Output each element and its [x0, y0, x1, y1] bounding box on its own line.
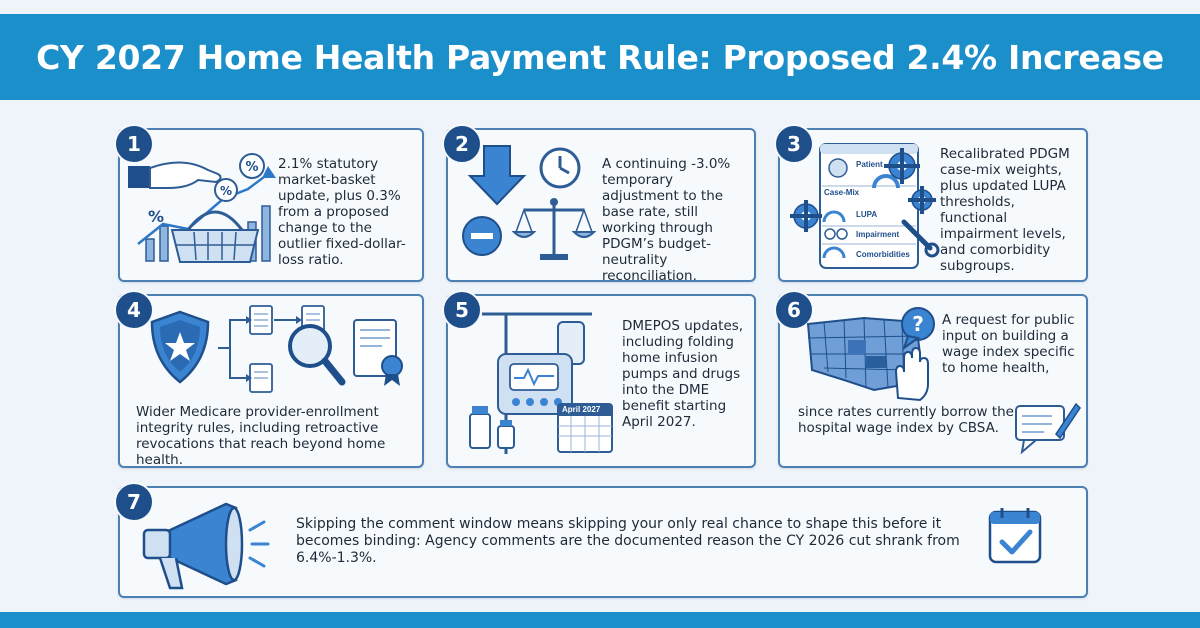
megaphone-icon [136, 494, 286, 594]
card-7-text: Skipping the comment window means skipping your only real chance to shape this before it becomes binding: Agency comments are the documented reason the CY 2026 cut shrank from 6.4%-1.3%. [296, 516, 960, 566]
raised-hand-icon [890, 348, 930, 402]
calendar-label: April 2027 [562, 405, 601, 414]
card-1-text: 2.1% statutory market-basket update, plus 0.3% from a proposed change to the outlier fixed-dollar-loss ratio. [278, 156, 406, 268]
title-banner [0, 14, 1200, 100]
scales-icon [514, 196, 594, 266]
step-badge: 4 [114, 290, 154, 330]
svg-text:%: % [219, 184, 233, 198]
card-2 [446, 128, 756, 282]
question-bubble-icon [900, 306, 940, 350]
bottom-bar [0, 612, 1200, 628]
card-5-text: DMEPOS updates, including folding home infusion pumps and drugs into the DME benefit starting April 2027. [622, 318, 744, 430]
minus-icon [462, 216, 506, 260]
clock-icon [538, 146, 582, 190]
svg-text:%: % [245, 160, 259, 175]
card-1 [118, 128, 424, 282]
svg-text:%: % [148, 207, 165, 226]
card-5 [446, 294, 756, 468]
step-badge: 1 [114, 124, 154, 164]
form-label-patient: Patient [856, 160, 883, 169]
card-4-text: Wider Medicare provider-enrollment integrity rules, including retroactive revocations that reach beyond home health. [136, 404, 386, 468]
page-title: CY 2027 Home Health Payment Rule: Proposed 2.4% Increase [36, 37, 1164, 77]
shield-star-icon [148, 310, 212, 384]
card-2-text: A continuing -3.0% temporary adjustment to the base rate, still working through PDGM’s budget-neutrality reconciliation. [602, 156, 731, 284]
card-6-text-b: since rates currently borrow the hospital wage index by CBSA. [798, 404, 1014, 436]
form-label-casemix: Case-Mix [824, 188, 860, 197]
medicine-bottle-icon [466, 404, 522, 454]
card-4 [118, 294, 424, 468]
form-label-impairment: Impairment [856, 230, 900, 239]
certificate-icon [352, 318, 412, 388]
card-6-text-a: A request for public input on building a wage index specific to home health, [942, 312, 1075, 376]
svg-text:?: ? [912, 312, 924, 336]
step-badge: 7 [114, 482, 154, 522]
wrench-icon [900, 218, 940, 258]
hand-percent-icon [128, 144, 278, 274]
card-3-text: Recalibrated PDGM case-mix weights, plus updated LUPA thresholds, functional impairment levels, and comorbidity subgroups. [940, 146, 1070, 274]
comment-pen-icon [1012, 400, 1082, 460]
card-3 [778, 128, 1088, 282]
step-badge: 2 [442, 124, 482, 164]
calendar-check-icon [986, 506, 1046, 568]
form-label-lupa: LUPA [856, 210, 878, 219]
step-badge: 6 [774, 290, 814, 330]
magnifier-icon [286, 322, 346, 392]
form-label-comorbidities: Comorbidities [856, 250, 910, 259]
step-badge: 3 [774, 124, 814, 164]
step-badge: 5 [442, 290, 482, 330]
card-6 [778, 294, 1088, 468]
card-7 [118, 486, 1088, 598]
